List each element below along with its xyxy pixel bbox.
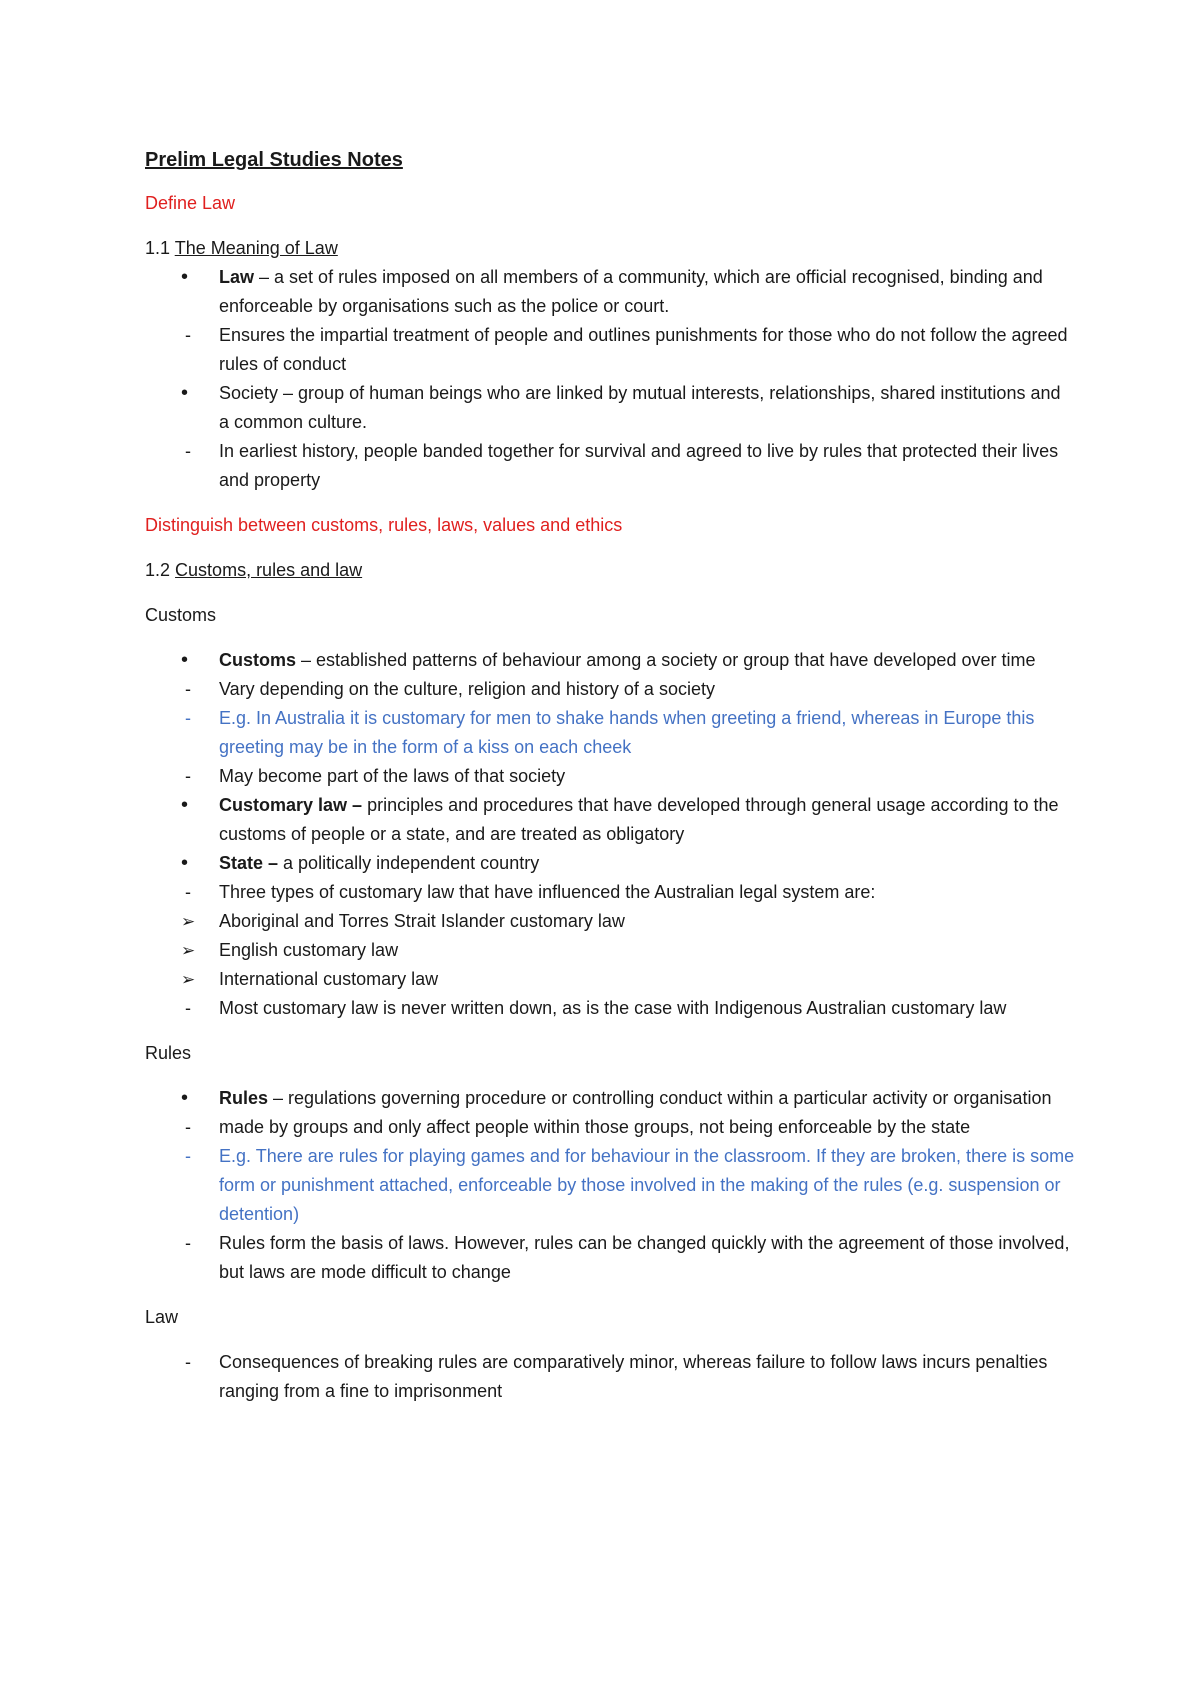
list-item <box>145 965 1075 994</box>
dash-icon: - <box>185 1352 191 1372</box>
list-text: English customary law <box>219 940 399 960</box>
rules-label: Rules <box>145 1043 192 1063</box>
list-item <box>145 1229 1075 1287</box>
bullet-icon: • <box>181 266 189 288</box>
subsection-title <box>145 556 1075 585</box>
list-text: In earliest history, people banded together for survival and agreed to live by rules that protected their lives and property <box>219 441 1059 490</box>
section-heading-define-law: Define Law <box>145 193 236 213</box>
term: Customary law – <box>219 795 363 815</box>
definition: – a set of rules imposed on all members of a community, which are official recognised, binding and enforceable by organisations such as the police or court. <box>219 267 1043 316</box>
list-text: Vary depending on the culture, religion and history of a society <box>219 679 715 699</box>
term: Customs <box>219 650 297 670</box>
list-item <box>145 849 1075 878</box>
list-item <box>145 379 1075 437</box>
list-item <box>145 437 1075 495</box>
dash-icon: - <box>185 1146 191 1166</box>
list-item <box>145 907 1075 936</box>
list-text: International customary law <box>219 969 439 989</box>
dash-icon: - <box>185 1117 191 1137</box>
example-text: E.g. There are rules for playing games and for behaviour in the classroom. If they are broken, there is some form or punishment attached, enforceable by those involved in the making of the rules (e.g. suspension or detention) <box>219 1146 1075 1224</box>
bullet-icon: • <box>181 382 189 404</box>
bullet-icon: • <box>181 649 189 671</box>
list-item <box>145 675 1075 704</box>
list-item <box>145 1113 1075 1142</box>
list-text: made by groups and only affect people within those groups, not being enforceable by the state <box>219 1117 971 1137</box>
arrow-icon: ➢ <box>181 970 196 989</box>
dash-icon: - <box>185 679 191 699</box>
section-heading-distinguish: Distinguish between customs, rules, laws, values and ethics <box>145 515 623 535</box>
list-item <box>145 1348 1075 1406</box>
document-title: Prelim Legal Studies Notes <box>145 149 403 171</box>
example-text: E.g. In Australia it is customary for men to shake hands when greeting a friend, whereas in Europe this greeting may be in the form of a kiss on each cheek <box>219 708 1035 757</box>
list-text: Three types of customary law that have influenced the Australian legal system are: <box>219 882 876 902</box>
list-item <box>145 263 1075 321</box>
list-item <box>145 1084 1075 1113</box>
subsection-name: The Meaning of Law <box>174 238 338 258</box>
law-label: Law <box>145 1307 179 1327</box>
list-text: Consequences of breaking rules are comparatively minor, whereas failure to follow laws incurs penalties ranging from a fine to imprisonment <box>219 1352 1048 1401</box>
list-item <box>145 762 1075 791</box>
list-item <box>145 878 1075 907</box>
list-text: Society – group of human beings who are linked by mutual interests, relationships, shared institutions and a common culture. <box>219 383 1061 432</box>
list-text: Rules form the basis of laws. However, rules can be changed quickly with the agreement of those involved, but laws are mode difficult to change <box>219 1233 1070 1282</box>
subsection-title <box>145 234 1075 263</box>
list-text: Most customary law is never written down, as is the case with Indigenous Australian customary law <box>219 998 1007 1018</box>
bullet-icon: • <box>181 794 189 816</box>
arrow-icon: ➢ <box>181 941 196 960</box>
dash-icon: - <box>185 708 191 728</box>
term: Rules <box>219 1088 269 1108</box>
list-text: Ensures the impartial treatment of people and outlines punishments for those who do not follow the agreed rules of conduct <box>219 325 1068 374</box>
subsection-number: 1.1 <box>145 238 171 258</box>
definition: principles and procedures that have developed through general usage according to the customs of people or a state, and are treated as obligatory <box>219 795 1059 844</box>
subsection-number: 1.2 <box>145 560 171 580</box>
dash-icon: - <box>185 441 191 461</box>
list-item <box>145 321 1075 379</box>
dash-icon: - <box>185 325 191 345</box>
dash-icon: - <box>185 766 191 786</box>
definition: a politically independent country <box>278 853 540 873</box>
dash-icon: - <box>185 882 191 902</box>
list-text: May become part of the laws of that society <box>219 766 566 786</box>
bullet-icon: • <box>181 852 189 874</box>
definition: – regulations governing procedure or controlling conduct within a particular activity or organisation <box>268 1088 1052 1108</box>
list-item <box>145 791 1075 849</box>
customs-label: Customs <box>145 605 217 625</box>
list-item <box>145 936 1075 965</box>
subsection-name: Customs, rules and law <box>175 560 363 580</box>
term: State – <box>219 853 279 873</box>
list-text: Aboriginal and Torres Strait Islander customary law <box>219 911 625 931</box>
list-item-example <box>145 1142 1075 1229</box>
term: Law <box>219 267 255 287</box>
document-body <box>145 146 1075 1406</box>
list-item <box>145 646 1075 675</box>
list-item <box>145 994 1075 1023</box>
dash-icon: - <box>185 998 191 1018</box>
list-item-example <box>145 704 1075 762</box>
arrow-icon: ➢ <box>181 912 196 931</box>
dash-icon: - <box>185 1233 191 1253</box>
definition: – established patterns of behaviour among a society or group that have developed over time <box>296 650 1036 670</box>
bullet-icon: • <box>181 1087 189 1109</box>
